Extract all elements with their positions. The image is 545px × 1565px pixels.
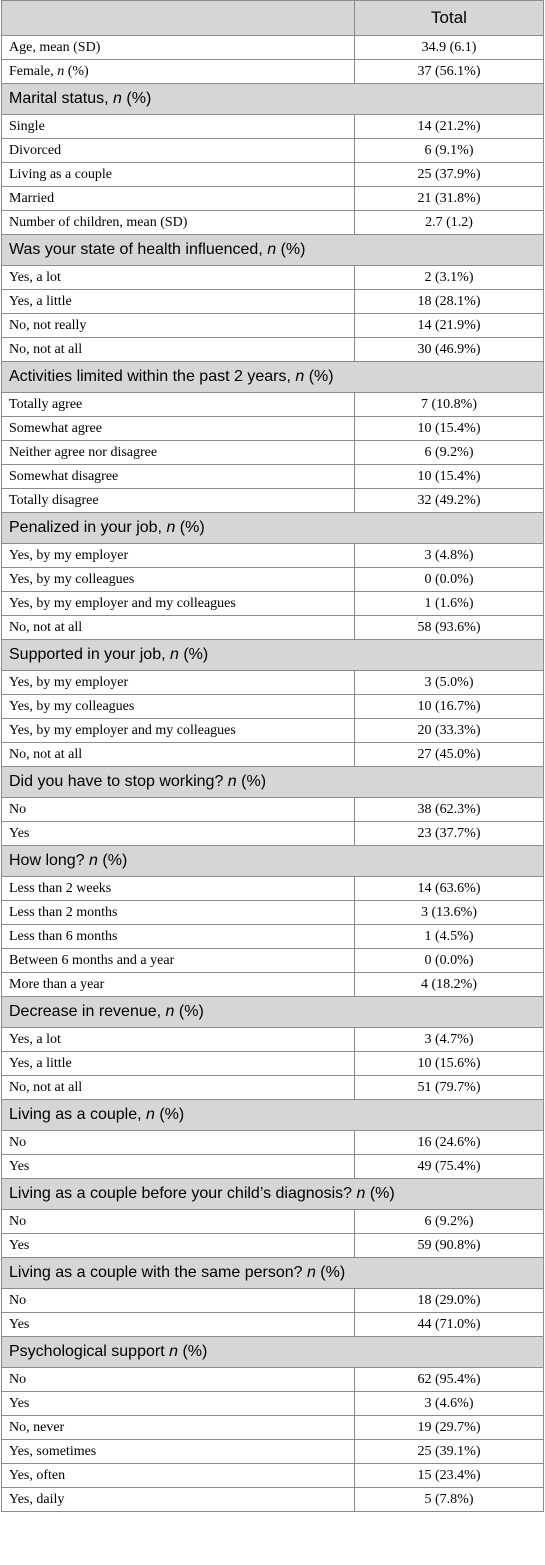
row-label-text: Age, mean (SD): [9, 39, 101, 55]
section-title-cell: [2, 997, 544, 1028]
table-row: [2, 695, 544, 719]
row-label-cell: [2, 925, 355, 949]
section-title-cell: [2, 846, 544, 877]
row-label-text: No, never: [9, 1419, 65, 1435]
percent-suffix: (%): [178, 1343, 208, 1360]
row-value-cell: 14 (21.2%): [355, 115, 544, 139]
section-title-text: Decrease in revenue,: [9, 1003, 166, 1020]
table-row: [2, 60, 544, 84]
table-row: [2, 1368, 544, 1392]
row-label-text: Somewhat disagree: [9, 468, 119, 484]
table-row: [2, 616, 544, 640]
table-row: [2, 465, 544, 489]
row-value-cell: 3 (4.6%): [355, 1392, 544, 1416]
section-header-row: [2, 513, 544, 544]
row-value-cell: 3 (4.8%): [355, 544, 544, 568]
row-label-cell: [2, 1210, 355, 1234]
table-row: [2, 719, 544, 743]
section-title-cell: [2, 362, 544, 393]
percent-suffix: (%): [315, 1264, 346, 1281]
row-label-cell: [2, 1368, 355, 1392]
table-row: [2, 973, 544, 997]
percent-suffix: (%): [174, 1003, 204, 1020]
section-title-cell: [2, 513, 544, 544]
row-label-text: Yes, by my employer and my colleagues: [9, 595, 236, 611]
row-label-cell: [2, 187, 355, 211]
row-label-text: No: [9, 1371, 27, 1387]
row-label-cell: [2, 973, 355, 997]
row-value-cell: 62 (95.4%): [355, 1368, 544, 1392]
table-row: [2, 743, 544, 767]
table-row: [2, 115, 544, 139]
table-row: [2, 1052, 544, 1076]
row-label-cell: [2, 798, 355, 822]
row-label-cell: [2, 695, 355, 719]
n-symbol: n: [113, 90, 122, 107]
n-symbol: n: [267, 241, 277, 258]
n-symbol: n: [356, 1185, 366, 1202]
row-value-cell: 0 (0.0%): [355, 568, 544, 592]
table-row: [2, 1289, 544, 1313]
row-label-cell: [2, 901, 355, 925]
row-label-text: Yes, by my employer: [9, 547, 129, 563]
row-label-text: Less than 2 months: [9, 904, 118, 920]
table-row: [2, 417, 544, 441]
n-symbol: n: [306, 1264, 316, 1281]
row-label-text: Yes: [9, 1316, 30, 1332]
row-value-cell: 3 (5.0%): [355, 671, 544, 695]
table-row: [2, 822, 544, 846]
row-label-cell: [2, 266, 355, 290]
row-label-text: Single: [9, 118, 45, 134]
row-label-text: Female,: [9, 63, 58, 79]
row-label-text: Yes, by my employer: [9, 674, 129, 690]
row-value-cell: 14 (21.9%): [355, 314, 544, 338]
row-value-cell: 19 (29.7%): [355, 1416, 544, 1440]
section-title-text: Penalized in your job,: [9, 519, 167, 536]
section-header-row: [2, 235, 544, 266]
row-label-cell: [2, 314, 355, 338]
row-label-cell: [2, 417, 355, 441]
data-table: [1, 0, 544, 1512]
table-row: [2, 1392, 544, 1416]
section-title-text: Living as a couple before your child’s diagnosis?: [9, 1185, 357, 1202]
section-header-row: [2, 846, 544, 877]
row-label-cell: [2, 1289, 355, 1313]
row-value-cell: 27 (45.0%): [355, 743, 544, 767]
row-label-cell: [2, 1234, 355, 1258]
row-value-cell: 3 (13.6%): [355, 901, 544, 925]
table-body: [2, 36, 544, 1512]
section-title-text: Activities limited within the past 2 years,: [9, 368, 296, 385]
row-value-cell: 38 (62.3%): [355, 798, 544, 822]
row-value-cell: 18 (29.0%): [355, 1289, 544, 1313]
section-header-row: [2, 640, 544, 671]
row-value-cell: 5 (7.8%): [355, 1488, 544, 1512]
row-value-cell: 37 (56.1%): [355, 60, 544, 84]
row-label-text: Yes: [9, 1237, 30, 1253]
table-row: [2, 949, 544, 973]
table-row: [2, 393, 544, 417]
row-label-cell: [2, 743, 355, 767]
section-title-text: Was your state of health influenced,: [9, 241, 268, 258]
section-header-row: [2, 362, 544, 393]
row-label-text: Totally disagree: [9, 492, 99, 508]
table-row: [2, 925, 544, 949]
n-symbol: n: [295, 368, 305, 385]
percent-suffix: (%): [304, 368, 334, 385]
row-label-cell: [2, 1464, 355, 1488]
row-label-cell: [2, 115, 355, 139]
table-row: [2, 290, 544, 314]
section-header-row: [2, 1100, 544, 1131]
row-label-text: Divorced: [9, 142, 62, 158]
table-row: [2, 36, 544, 60]
table-row: [2, 1155, 544, 1179]
table-row: [2, 544, 544, 568]
row-label-text: No, not really: [9, 317, 87, 333]
row-label-text: Living as a couple: [9, 166, 113, 182]
section-header-row: [2, 997, 544, 1028]
row-label-text: No, not at all: [9, 619, 83, 635]
row-value-cell: 49 (75.4%): [355, 1155, 544, 1179]
table-row: [2, 877, 544, 901]
row-label-cell: [2, 1440, 355, 1464]
row-label-text: Yes, a little: [9, 293, 72, 309]
section-title-cell: [2, 84, 544, 115]
row-value-cell: 2 (3.1%): [355, 266, 544, 290]
row-label-cell: [2, 568, 355, 592]
row-label-cell: [2, 544, 355, 568]
section-title-text: Living as a couple with the same person?: [9, 1264, 307, 1281]
table-header-row: [2, 1, 544, 36]
row-value-cell: 25 (37.9%): [355, 163, 544, 187]
percent-suffix: (%): [236, 773, 267, 790]
table-row: [2, 901, 544, 925]
row-label-cell: [2, 1416, 355, 1440]
row-value-cell: 20 (33.3%): [355, 719, 544, 743]
row-label-cell: [2, 211, 355, 235]
row-value-cell: 59 (90.8%): [355, 1234, 544, 1258]
row-label-cell: [2, 441, 355, 465]
row-label-cell: [2, 616, 355, 640]
row-value-cell: 6 (9.2%): [355, 441, 544, 465]
table-row: [2, 1210, 544, 1234]
percent-suffix: (%): [64, 63, 89, 79]
row-value-cell: 6 (9.1%): [355, 139, 544, 163]
row-label-text: Yes: [9, 1158, 30, 1174]
n-symbol: n: [57, 63, 65, 79]
section-title-cell: [2, 1100, 544, 1131]
section-title-text: Psychological support: [9, 1343, 170, 1360]
row-label-text: Yes, a lot: [9, 1031, 61, 1047]
row-value-cell: 10 (15.4%): [355, 417, 544, 441]
row-label-text: Yes: [9, 825, 30, 841]
table-row: [2, 163, 544, 187]
row-label-text: Somewhat agree: [9, 420, 102, 436]
percent-suffix: (%): [97, 852, 128, 869]
row-label-cell: [2, 290, 355, 314]
section-title-cell: [2, 1258, 544, 1289]
row-label-text: Yes, daily: [9, 1491, 65, 1507]
section-title-text: Living as a couple,: [9, 1106, 146, 1123]
row-label-text: No, not at all: [9, 341, 83, 357]
row-value-cell: 30 (46.9%): [355, 338, 544, 362]
row-value-cell: 32 (49.2%): [355, 489, 544, 513]
section-header-row: [2, 767, 544, 798]
row-label-text: Yes, often: [9, 1467, 66, 1483]
n-symbol: n: [145, 1106, 155, 1123]
row-label-text: No: [9, 1292, 27, 1308]
row-label-cell: [2, 338, 355, 362]
section-title-cell: [2, 640, 544, 671]
row-label-text: Neither agree nor disagree: [9, 444, 158, 460]
row-label-cell: [2, 1076, 355, 1100]
section-title-text: Supported in your job,: [9, 646, 170, 663]
row-value-cell: 10 (15.6%): [355, 1052, 544, 1076]
row-label-cell: [2, 1028, 355, 1052]
table-row: [2, 1416, 544, 1440]
row-value-cell: 6 (9.2%): [355, 1210, 544, 1234]
row-label-cell: [2, 163, 355, 187]
n-symbol: n: [89, 852, 98, 869]
row-label-text: Between 6 months and a year: [9, 952, 175, 968]
table-row: [2, 314, 544, 338]
table-row: [2, 671, 544, 695]
section-title-cell: [2, 767, 544, 798]
row-value-cell: 7 (10.8%): [355, 393, 544, 417]
n-symbol: n: [165, 1003, 175, 1020]
row-label-text: Yes, by my colleagues: [9, 571, 135, 587]
section-header-row: [2, 84, 544, 115]
row-label-text: Yes, by my employer and my colleagues: [9, 722, 236, 738]
row-label-cell: [2, 489, 355, 513]
row-label-text: More than a year: [9, 976, 105, 992]
row-label-text: Yes, a lot: [9, 269, 61, 285]
table-row: [2, 568, 544, 592]
section-title-text: Marital status,: [9, 90, 114, 107]
section-title-text: How long?: [9, 852, 90, 869]
row-label-text: No: [9, 1134, 27, 1150]
table-row: [2, 441, 544, 465]
table-row: [2, 1464, 544, 1488]
row-value-cell: 44 (71.0%): [355, 1313, 544, 1337]
table-row: [2, 187, 544, 211]
row-label-text: Less than 2 weeks: [9, 880, 112, 896]
table-row: [2, 1028, 544, 1052]
table-row: [2, 1131, 544, 1155]
percent-suffix: (%): [154, 1106, 185, 1123]
row-label-cell: [2, 719, 355, 743]
row-value-cell: 16 (24.6%): [355, 1131, 544, 1155]
n-symbol: n: [170, 646, 179, 663]
row-value-cell: 58 (93.6%): [355, 616, 544, 640]
row-value-cell: 10 (15.4%): [355, 465, 544, 489]
row-label-cell: [2, 822, 355, 846]
row-value-cell: 3 (4.7%): [355, 1028, 544, 1052]
row-value-cell: 21 (31.8%): [355, 187, 544, 211]
row-value-cell: 2.7 (1.2): [355, 211, 544, 235]
n-symbol: n: [169, 1343, 178, 1360]
row-label-text: Yes, by my colleagues: [9, 698, 135, 714]
row-value-cell: 25 (39.1%): [355, 1440, 544, 1464]
row-value-cell: 23 (37.7%): [355, 822, 544, 846]
row-label-text: Yes, sometimes: [9, 1443, 97, 1459]
n-symbol: n: [227, 773, 237, 790]
section-title-cell: [2, 1337, 544, 1368]
row-value-cell: 15 (23.4%): [355, 1464, 544, 1488]
section-header-row: [2, 1337, 544, 1368]
row-label-text: No, not at all: [9, 1079, 83, 1095]
row-value-cell: 14 (63.6%): [355, 877, 544, 901]
section-title-cell: [2, 1179, 544, 1210]
table-row: [2, 338, 544, 362]
n-symbol: n: [166, 519, 176, 536]
row-value-cell: 0 (0.0%): [355, 949, 544, 973]
row-label-text: Number of children, mean (SD): [9, 214, 188, 230]
table-row: [2, 211, 544, 235]
table-row: [2, 1440, 544, 1464]
table-row: [2, 1076, 544, 1100]
row-label-cell: [2, 1155, 355, 1179]
row-label-cell: [2, 1313, 355, 1337]
header-label-cell: [2, 1, 355, 36]
table-row: [2, 592, 544, 616]
row-label-cell: [2, 592, 355, 616]
row-value-cell: 34.9 (6.1): [355, 36, 544, 60]
section-header-row: [2, 1179, 544, 1210]
row-label-text: Married: [9, 190, 55, 206]
row-value-cell: 10 (16.7%): [355, 695, 544, 719]
row-label-cell: [2, 1131, 355, 1155]
row-label-text: Less than 6 months: [9, 928, 118, 944]
percent-suffix: (%): [178, 646, 209, 663]
percent-suffix: (%): [121, 90, 152, 107]
row-label-text: No: [9, 1213, 27, 1229]
percent-suffix: (%): [365, 1185, 395, 1202]
row-value-cell: 18 (28.1%): [355, 290, 544, 314]
row-label-cell: [2, 139, 355, 163]
table-row: [2, 1313, 544, 1337]
row-value-cell: 4 (18.2%): [355, 973, 544, 997]
table-row: [2, 139, 544, 163]
section-title-cell: [2, 235, 544, 266]
row-label-cell: [2, 393, 355, 417]
table-row: [2, 1234, 544, 1258]
row-label-text: Totally agree: [9, 396, 83, 412]
row-label-text: Yes, a little: [9, 1055, 72, 1071]
table-row: [2, 1488, 544, 1512]
table-row: [2, 798, 544, 822]
row-label-cell: [2, 1488, 355, 1512]
row-label-cell: [2, 36, 355, 60]
table-row: [2, 489, 544, 513]
row-label-cell: [2, 465, 355, 489]
percent-suffix: (%): [276, 241, 306, 258]
row-label-text: Yes: [9, 1395, 30, 1411]
header-total-cell: Total: [355, 1, 544, 36]
row-value-cell: 51 (79.7%): [355, 1076, 544, 1100]
row-label-cell: [2, 1052, 355, 1076]
row-label-cell: [2, 1392, 355, 1416]
section-title-text: Did you have to stop working?: [9, 773, 228, 790]
table-row: [2, 266, 544, 290]
row-label-cell: [2, 60, 355, 84]
row-label-cell: [2, 877, 355, 901]
section-header-row: [2, 1258, 544, 1289]
percent-suffix: (%): [175, 519, 205, 536]
row-value-cell: 1 (1.6%): [355, 592, 544, 616]
row-value-cell: 1 (4.5%): [355, 925, 544, 949]
row-label-cell: [2, 671, 355, 695]
row-label-text: No: [9, 801, 27, 817]
row-label-text: No, not at all: [9, 746, 83, 762]
row-label-cell: [2, 949, 355, 973]
